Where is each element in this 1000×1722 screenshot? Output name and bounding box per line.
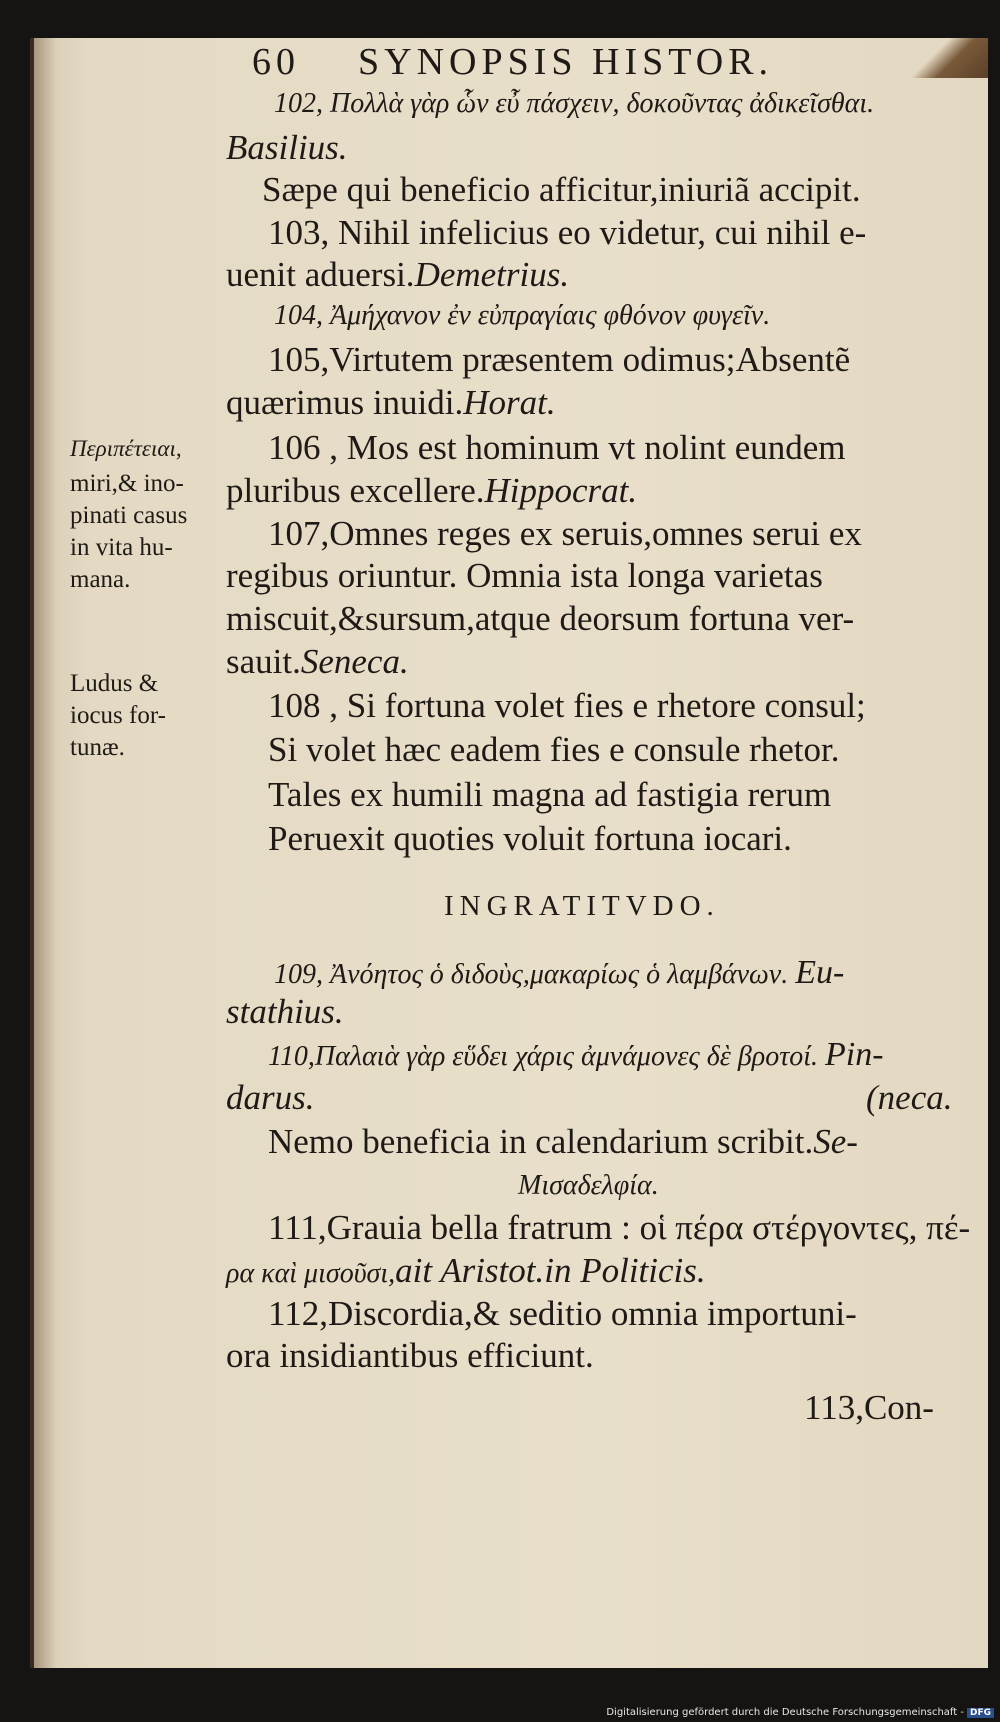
entry-107: 107,Omnes reges ex seruis,omnes serui ex — [268, 514, 862, 553]
entry-111: 111,Grauia bella fratrum : οἱ πέρα στέργοντες, πέ- — [268, 1208, 971, 1247]
text-line: miscuit,&sursum,atque deorsum fortuna ver- — [226, 599, 855, 638]
section-heading: INGRATITVDO. — [444, 890, 720, 922]
dfg-logo: DFG — [967, 1708, 994, 1718]
margin-note: tunæ. — [70, 734, 125, 761]
attribution-eustathius: stathius. — [226, 992, 344, 1031]
text-line: Nemo beneficia in calendarium scribit.Se- — [268, 1122, 858, 1161]
catchword: 113,Con- — [804, 1388, 934, 1427]
text-line: quærimus inuidi.Horat. — [226, 383, 556, 422]
text-line: sauit.Seneca. — [226, 642, 409, 681]
page-number: 60 — [252, 41, 300, 83]
entry-106: 106 , Mos est hominum vt nolint eundem — [268, 428, 846, 467]
text-line: ρα καὶ μισοῦσι,ait Aristot.in Politicis. — [226, 1251, 706, 1290]
page-corner-wear — [898, 38, 988, 78]
text-fragment: (neca. — [866, 1078, 953, 1117]
margin-note: miri,& ino- — [70, 470, 184, 497]
text-line: Sæpe qui beneficio afficitur,iniuriã accipit. — [262, 170, 861, 209]
text-line: pluribus excellere.Hippocrat. — [226, 471, 638, 510]
margin-note: Ludus & — [70, 670, 159, 697]
attribution-pindarus: darus. — [226, 1078, 315, 1117]
subheading-misadelphia: Μισαδελφία. — [518, 1170, 659, 1201]
text-line: regibus oriuntur. Omnia ista longa varietas — [226, 556, 823, 595]
book-page — [30, 38, 988, 1668]
text-line: ora insidiantibus efficiunt. — [226, 1336, 594, 1375]
margin-note: mana. — [70, 566, 131, 593]
entry-104-greek: 104, Ἀμήχανον ἐν εὐπραγίαις φθόνον φυγεῖν. — [274, 300, 771, 331]
entry-102-greek: 102, Πολλὰ γὰρ ὧν εὖ πάσχειν, δοκοῦντας ἀδικεῖσθαι. — [274, 88, 875, 119]
entry-110-greek: 110,Παλαιὰ γὰρ εὕδει χάρις ἀμνάμονες δὲ βροτοί. Pin- — [268, 1036, 884, 1073]
margin-note: iocus for- — [70, 702, 166, 729]
verse-line: Si volet hæc eadem fies e consule rhetor. — [268, 730, 840, 769]
entry-105: 105,Virtutem præsentem odimus;Absentẽ — [268, 340, 851, 379]
entry-112: 112,Discordia,& seditio omnia importuni- — [268, 1294, 857, 1333]
entry-103: 103, Nihil infelicius eo videtur, cui nihil e- — [268, 213, 867, 252]
margin-note-greek: Περιπέτειαι, — [70, 436, 182, 461]
verse-line: Peruexit quoties voluit fortuna iocari. — [268, 819, 792, 858]
margin-note: in vita hu- — [70, 534, 173, 561]
entry-109-greek: 109, Ἀνόητος ὁ διδοὺς,μακαρίως ὁ λαμβάνων. Eu- — [274, 954, 845, 991]
verse-line: Tales ex humili magna ad fastigia rerum — [268, 775, 832, 814]
digitization-credit — [606, 1707, 994, 1718]
text-line: uenit aduersi.Demetrius. — [226, 255, 570, 294]
attribution-basilius: Basilius. — [226, 128, 348, 167]
margin-note: pinati casus — [70, 502, 188, 529]
running-title: SYNOPSIS HISTOR. — [358, 41, 774, 83]
credit-text: Digitalisierung gefördert durch die Deutsche Forschungsgemeinschaft - — [606, 1707, 964, 1718]
entry-108: 108 , Si fortuna volet fies e rhetore consul; — [268, 686, 866, 725]
